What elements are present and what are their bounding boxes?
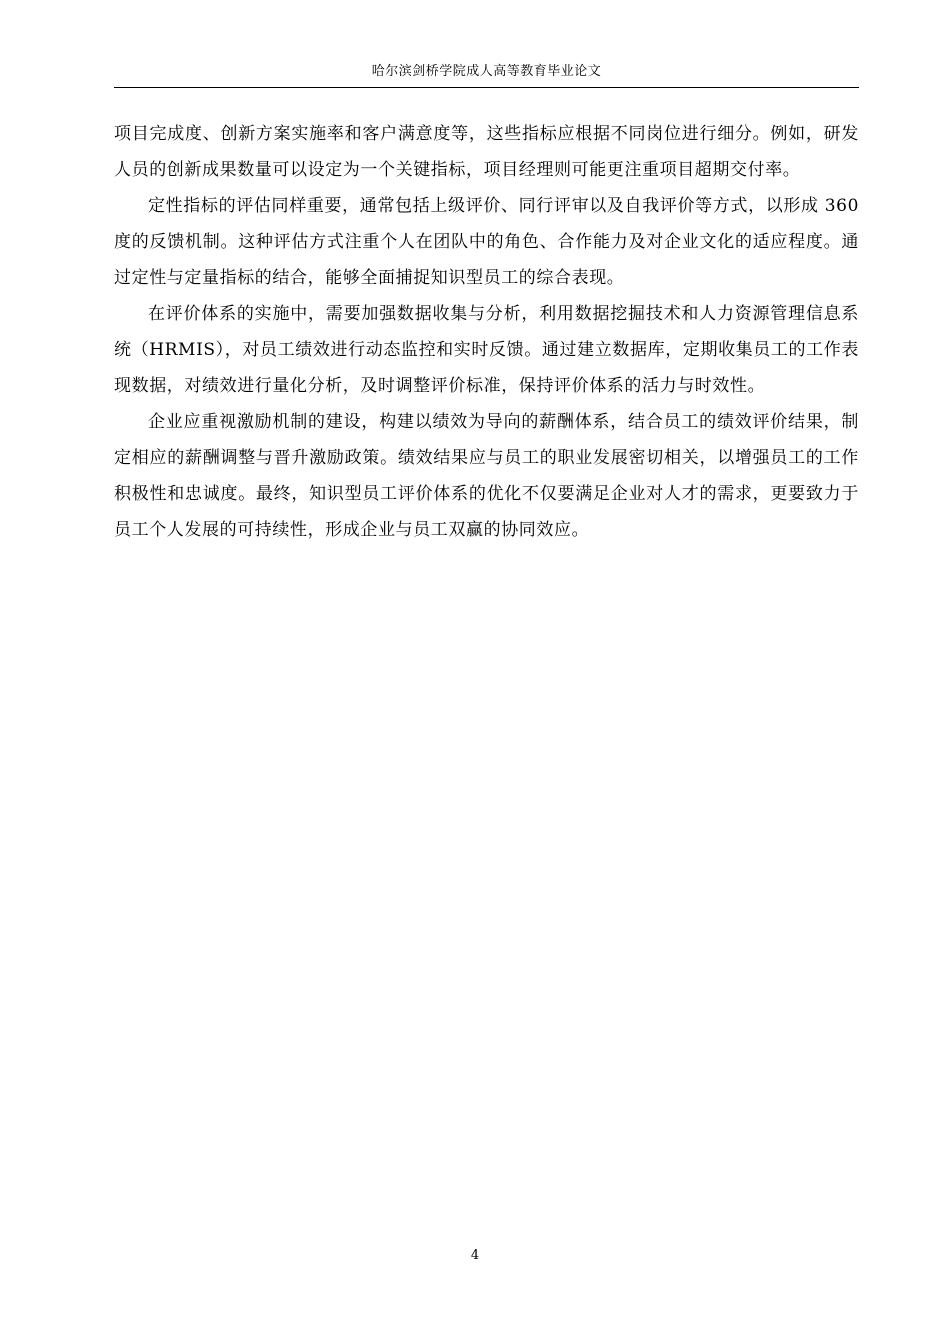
header-divider — [114, 87, 859, 88]
page-number: 4 — [470, 1248, 480, 1263]
paragraph-implementation: 在评价体系的实施中，需要加强数据收集与分析，利用数据挖掘技术和人力资源管理信息系统（HRMIS），对员工绩效进行动态监控和实时反馈。通过建立数据库，定期收集员工的工作表现数据，对绩效进行量化分析，及时调整评价标准，保持评价体系的活力与时效性。 — [114, 304, 859, 396]
page-header: 哈尔滨剑桥学院成人高等教育毕业论文 — [371, 64, 602, 79]
paragraph-continuation: 项目完成度、创新方案实施率和客户满意度等，这些指标应根据不同岗位进行细分。例如，研发人员的创新成果数量可以设定为一个关键指标，项目经理则可能更注重项目超期交付率。 — [114, 124, 859, 180]
paragraph-incentive-mechanism: 企业应重视激励机制的建设，构建以绩效为导向的薪酬体系，结合员工的绩效评价结果，制定相应的薪酬调整与晋升激励政策。绩效结果应与员工的职业发展密切相关，以增强员工的工作积极性和忠诚度。最终，知识型员工评价体系的优化不仅要满足企业对人才的需求，更要致力于员工个人发展的可持续性，形成企业与员工双赢的协同效应。 — [114, 412, 859, 540]
body-text — [114, 116, 859, 548]
paragraph-qualitative-indicators: 定性指标的评估同样重要，通常包括上级评价、同行评审以及自我评价等方式，以形成 360 度的反馈机制。这种评估方式注重个人在团队中的角色、合作能力及对企业文化的适应程度。通过定性与定量指标的结合，能够全面捕捉知识型员工的综合表现。 — [114, 196, 859, 288]
